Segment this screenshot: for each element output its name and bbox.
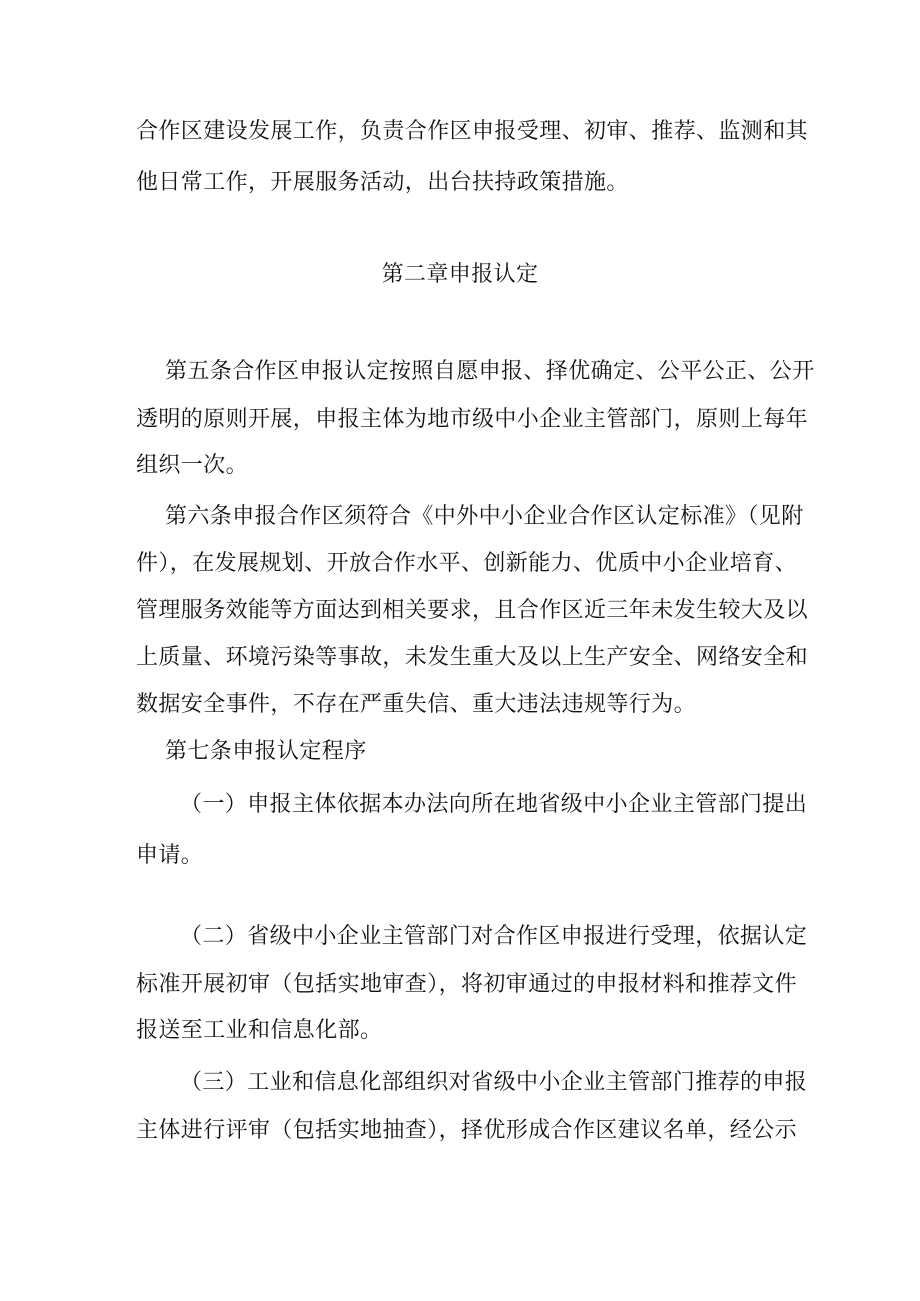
item3-line-2: 主体进行评审（包括实地抽查），择优形成合作区建议名单，经公示 [136,1118,798,1143]
item2-line-1: （二）省级中小企业主管部门对合作区申报进行受理，依据认定 [180,924,808,949]
article5-line-1: 第五条合作区申报认定按照自愿申报、择优确定、公平公正、公开 [165,359,815,384]
item1-line-2: 申请。 [136,843,204,868]
article6-line-3: 管理服务效能等方面达到相关要求，且合作区近三年未发生较大及以 [136,598,809,623]
item1-line-1: （一）申报主体依据本办法向所在地省级中小企业主管部门提出 [180,792,808,817]
item2-line-3: 报送至工业和信息化部。 [136,1018,383,1043]
intro-line-1: 合作区建设发展工作，负责合作区申报受理、初审、推荐、监测和其 [136,119,809,144]
article6-line-4: 上质量、环境污染等事故，未发生重大及以上生产安全、网络安全和 [136,645,809,670]
article5-line-2: 透明的原则开展，申报主体为地市级中小企业主管部门，原则上每年 [136,407,809,432]
article6-line-5: 数据安全事件，不存在严重失信、重大违法违规等行为。 [136,692,697,717]
item3-line-1: （三）工业和信息化部组织对省级中小企业主管部门推荐的申报 [180,1070,808,1095]
item2-line-2: 标准开展初审（包括实地审查），将初审通过的申报材料和推荐文件 [136,972,798,997]
article6-line-1: 第六条申报合作区须符合《中外中小企业合作区认定标准》（见附 [165,504,804,529]
article7-title: 第七条申报认定程序 [165,739,367,764]
chapter-title: 第二章申报认定 [381,262,539,287]
article5-line-3: 组织一次。 [136,453,249,478]
article6-line-2: 件），在发展规划、开放合作水平、创新能力、优质中小企业培育、 [136,551,798,576]
intro-line-2: 他日常工作，开展服务活动，出台扶持政策措施。 [136,170,629,195]
